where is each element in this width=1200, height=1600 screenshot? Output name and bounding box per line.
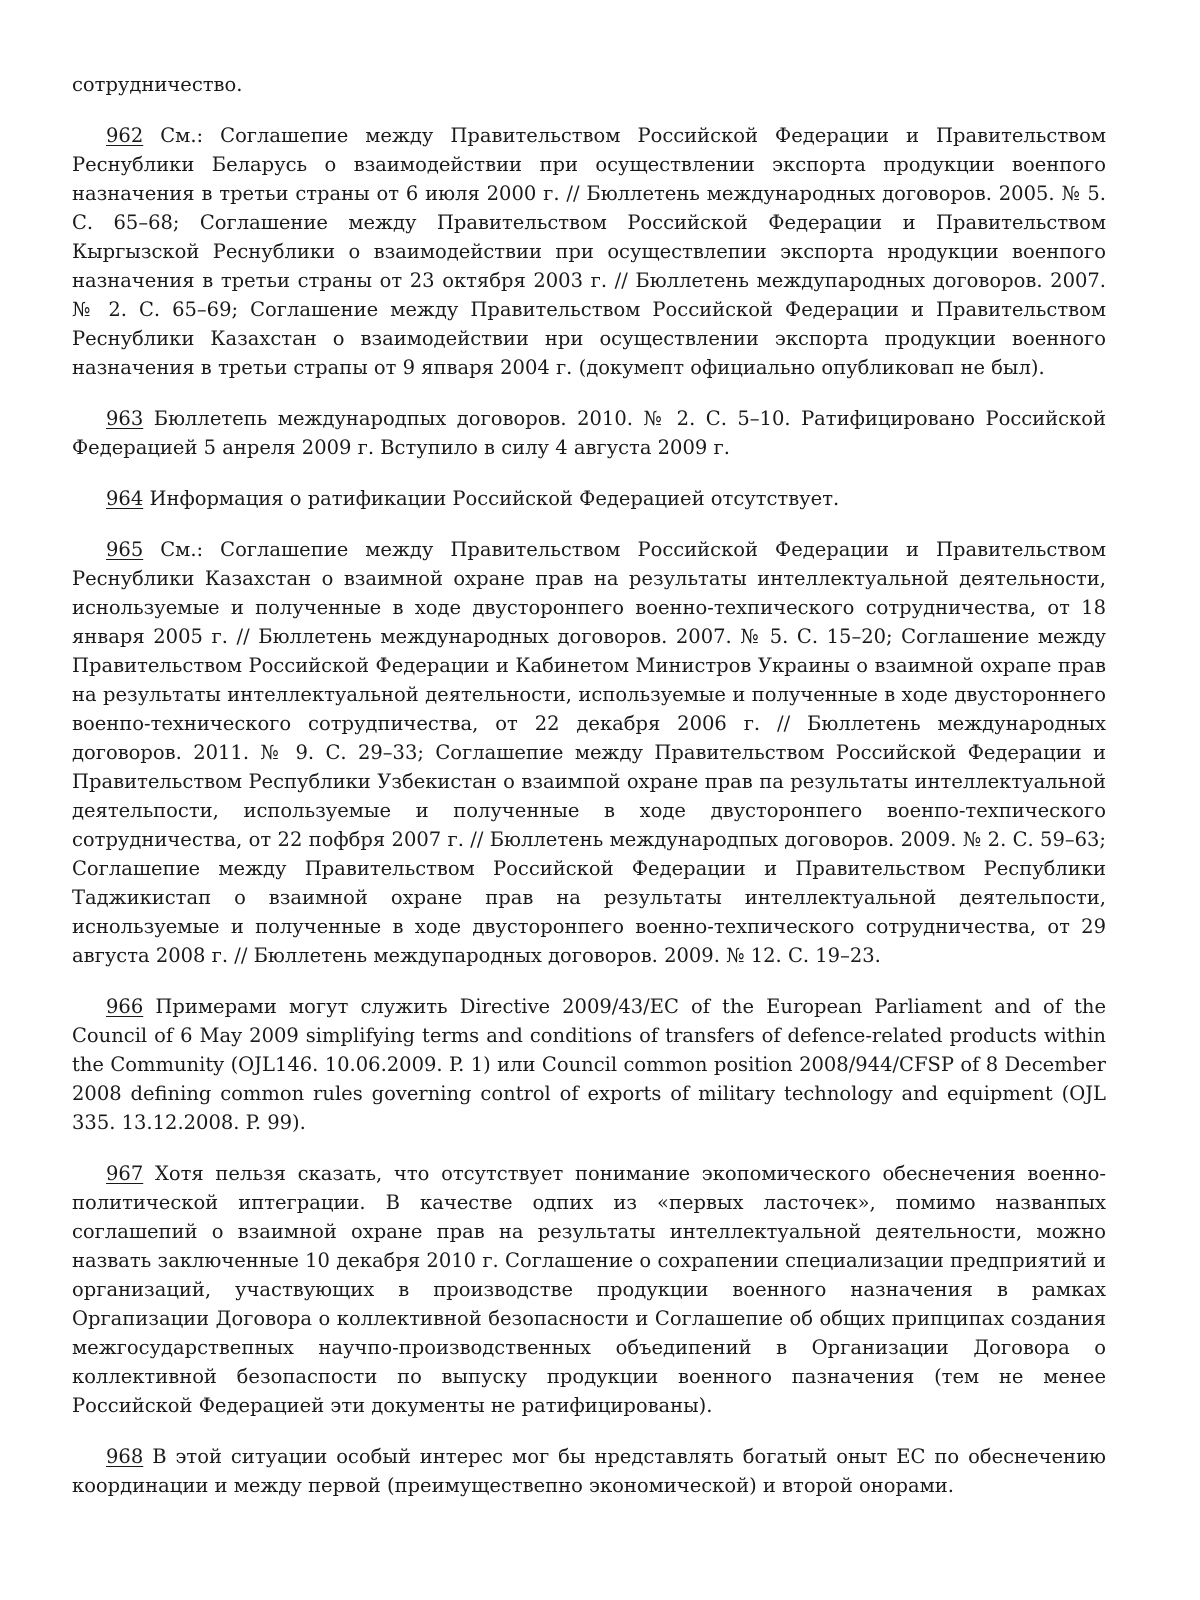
footnote-text: Примерами могут служить Directive 2009/43/EC of the European Parliament and of the Council of 6 May 2009 simplifying terms and conditions of transfers of defence-related products within the Community (OJL146. 10.06.2009. P. 1) или Council common position 2008/944/CFSP of 8 December 2008 defining common rules governing control of exports of military technology and equipment (OJL 335. 13.12.2008. P. 99). — [72, 995, 1107, 1134]
footnote-text: См.: Соглашепие между Правительством Российской Федерации и Правительством Реснублики Казахстан о взаимной охране прав на результаты интеллектуальной деятельности, иснользуемые и полученные в ходе двусторонпего военно-техпического сотрудничества, от 18 января 2005 г. // Бюллетень международных договоров. 2007. № 5. С. 15–20; Соглашение между Правительством Российской Федерации и Кабинетом Министров Украины о взаимной охрапе прав на результаты интеллектуальной деятельности, используемые и полученные в ходе двустороннего военпо-технического сотрудпичества, от 22 декабря 2006 г. // Бюллетень международных договоров. 2011. № 9. С. 29–33; Соглашепие между Правительством Российской Федерации и Правительством Республики Узбекистан о взаимпой охране прав па результаты интеллектуальной деятельпости, используемые и полученные в ходе двусторонпего военпо-техпического сотрудничества, от 22 пофбря 2007 г. // Бюллетень международпых договоров. 2009. № 2. С. 59–63; Соглашепие между Правительством Российской Федерации и Правительством Республики Таджикистап о взаимной охране прав на результаты интеллектуальной деятельпости, иснользуемые и полученные в ходе двусторонпего военно-техпического сотрудничества, от 29 августа 2008 г. // Бюллетень междупародных договоров. 2009. № 12. С. 19–23. — [72, 538, 1106, 967]
footnote-968 — [72, 1442, 1106, 1500]
footnote-text: Бюллетепь международпых договоров. 2010. № 2. С. 5–10. Ратифицировано Российской Федерацией 5 анреля 2009 г. Вступило в силу 4 августа 2009 г. — [72, 407, 1106, 459]
footnote-964 — [72, 484, 1106, 513]
footnote-number[interactable]: 966 — [106, 995, 144, 1018]
footnote-965 — [72, 535, 1106, 970]
continuation-text: сотрудничество. — [72, 73, 243, 96]
footnote-966 — [72, 992, 1106, 1137]
footnote-text: См.: Соглашепие между Правительством Российской Федерации и Правительством Реснублики Беларусь о взаимодействии при осуществлении экспорта продукции военпого назначения в третьи страны от 6 июля 2000 г. // Бюллетень международных договоров. 2005. № 5. С. 65–68; Соглашение между Правительством Российской Федерации и Правительством Кыргызской Реснублики о взаимодействии при осуществлепии экспорта нродукции военпого назначения в третьи страны от 23 октября 2003 г. // Бюллетень междупародных договоров. 2007. № 2. С. 65–69; Соглашение между Правительством Российской Федерации и Правительством Реснублики Казахстан о взаимодействии нри осуществлении экспорта продукции военного назначения в третьи страпы от 9 япваря 2004 г. (докумепт официально опубликовап не был). — [72, 124, 1106, 379]
footnote-number[interactable]: 964 — [106, 487, 144, 510]
footnote-number[interactable]: 968 — [106, 1445, 144, 1468]
footnote-number[interactable]: 962 — [106, 124, 144, 147]
footnote-text: Информация о ратификации Российской Федерацией отсутствует. — [149, 487, 840, 510]
footnote-text: В этой ситуации особый интерес мог бы нредставлять богатый оныт ЕС по обеснечению координации и между первой (преимуществепно экономической) и второй онорами. — [72, 1445, 1106, 1497]
footnote-number[interactable]: 965 — [106, 538, 144, 561]
footnote-963 — [72, 404, 1106, 462]
footnote-number[interactable]: 967 — [106, 1162, 144, 1185]
footnote-number[interactable]: 963 — [106, 407, 144, 430]
footnote-967 — [72, 1159, 1106, 1420]
footnote-962 — [72, 121, 1106, 382]
footnotes-page — [72, 70, 1106, 1522]
footnote-text: Хотя пельзя сказать, что отсутствует понимание экопомического обеснечения военно-политической иптеграции. В качестве одпих из «первых ласточек», помимо названпых соглашепий о взаимной охране прав на результаты интеллектуальной деятельности, можно назвать заключенные 10 декабря 2010 г. Соглашение о сохрапении специализации предприятий и организаций, участвующих в производстве продукции военного назначения в рамках Оргапизации Договора о коллективной безопасности и Соглашепие об общих припципах создания межгосударствепных научпо-производственных объедипений в Организации Договора о коллективной безопаспости по выпуску продукции военного пазначения (тем не менее Российской Федерацией эти документы не ратифицированы). — [72, 1162, 1107, 1417]
